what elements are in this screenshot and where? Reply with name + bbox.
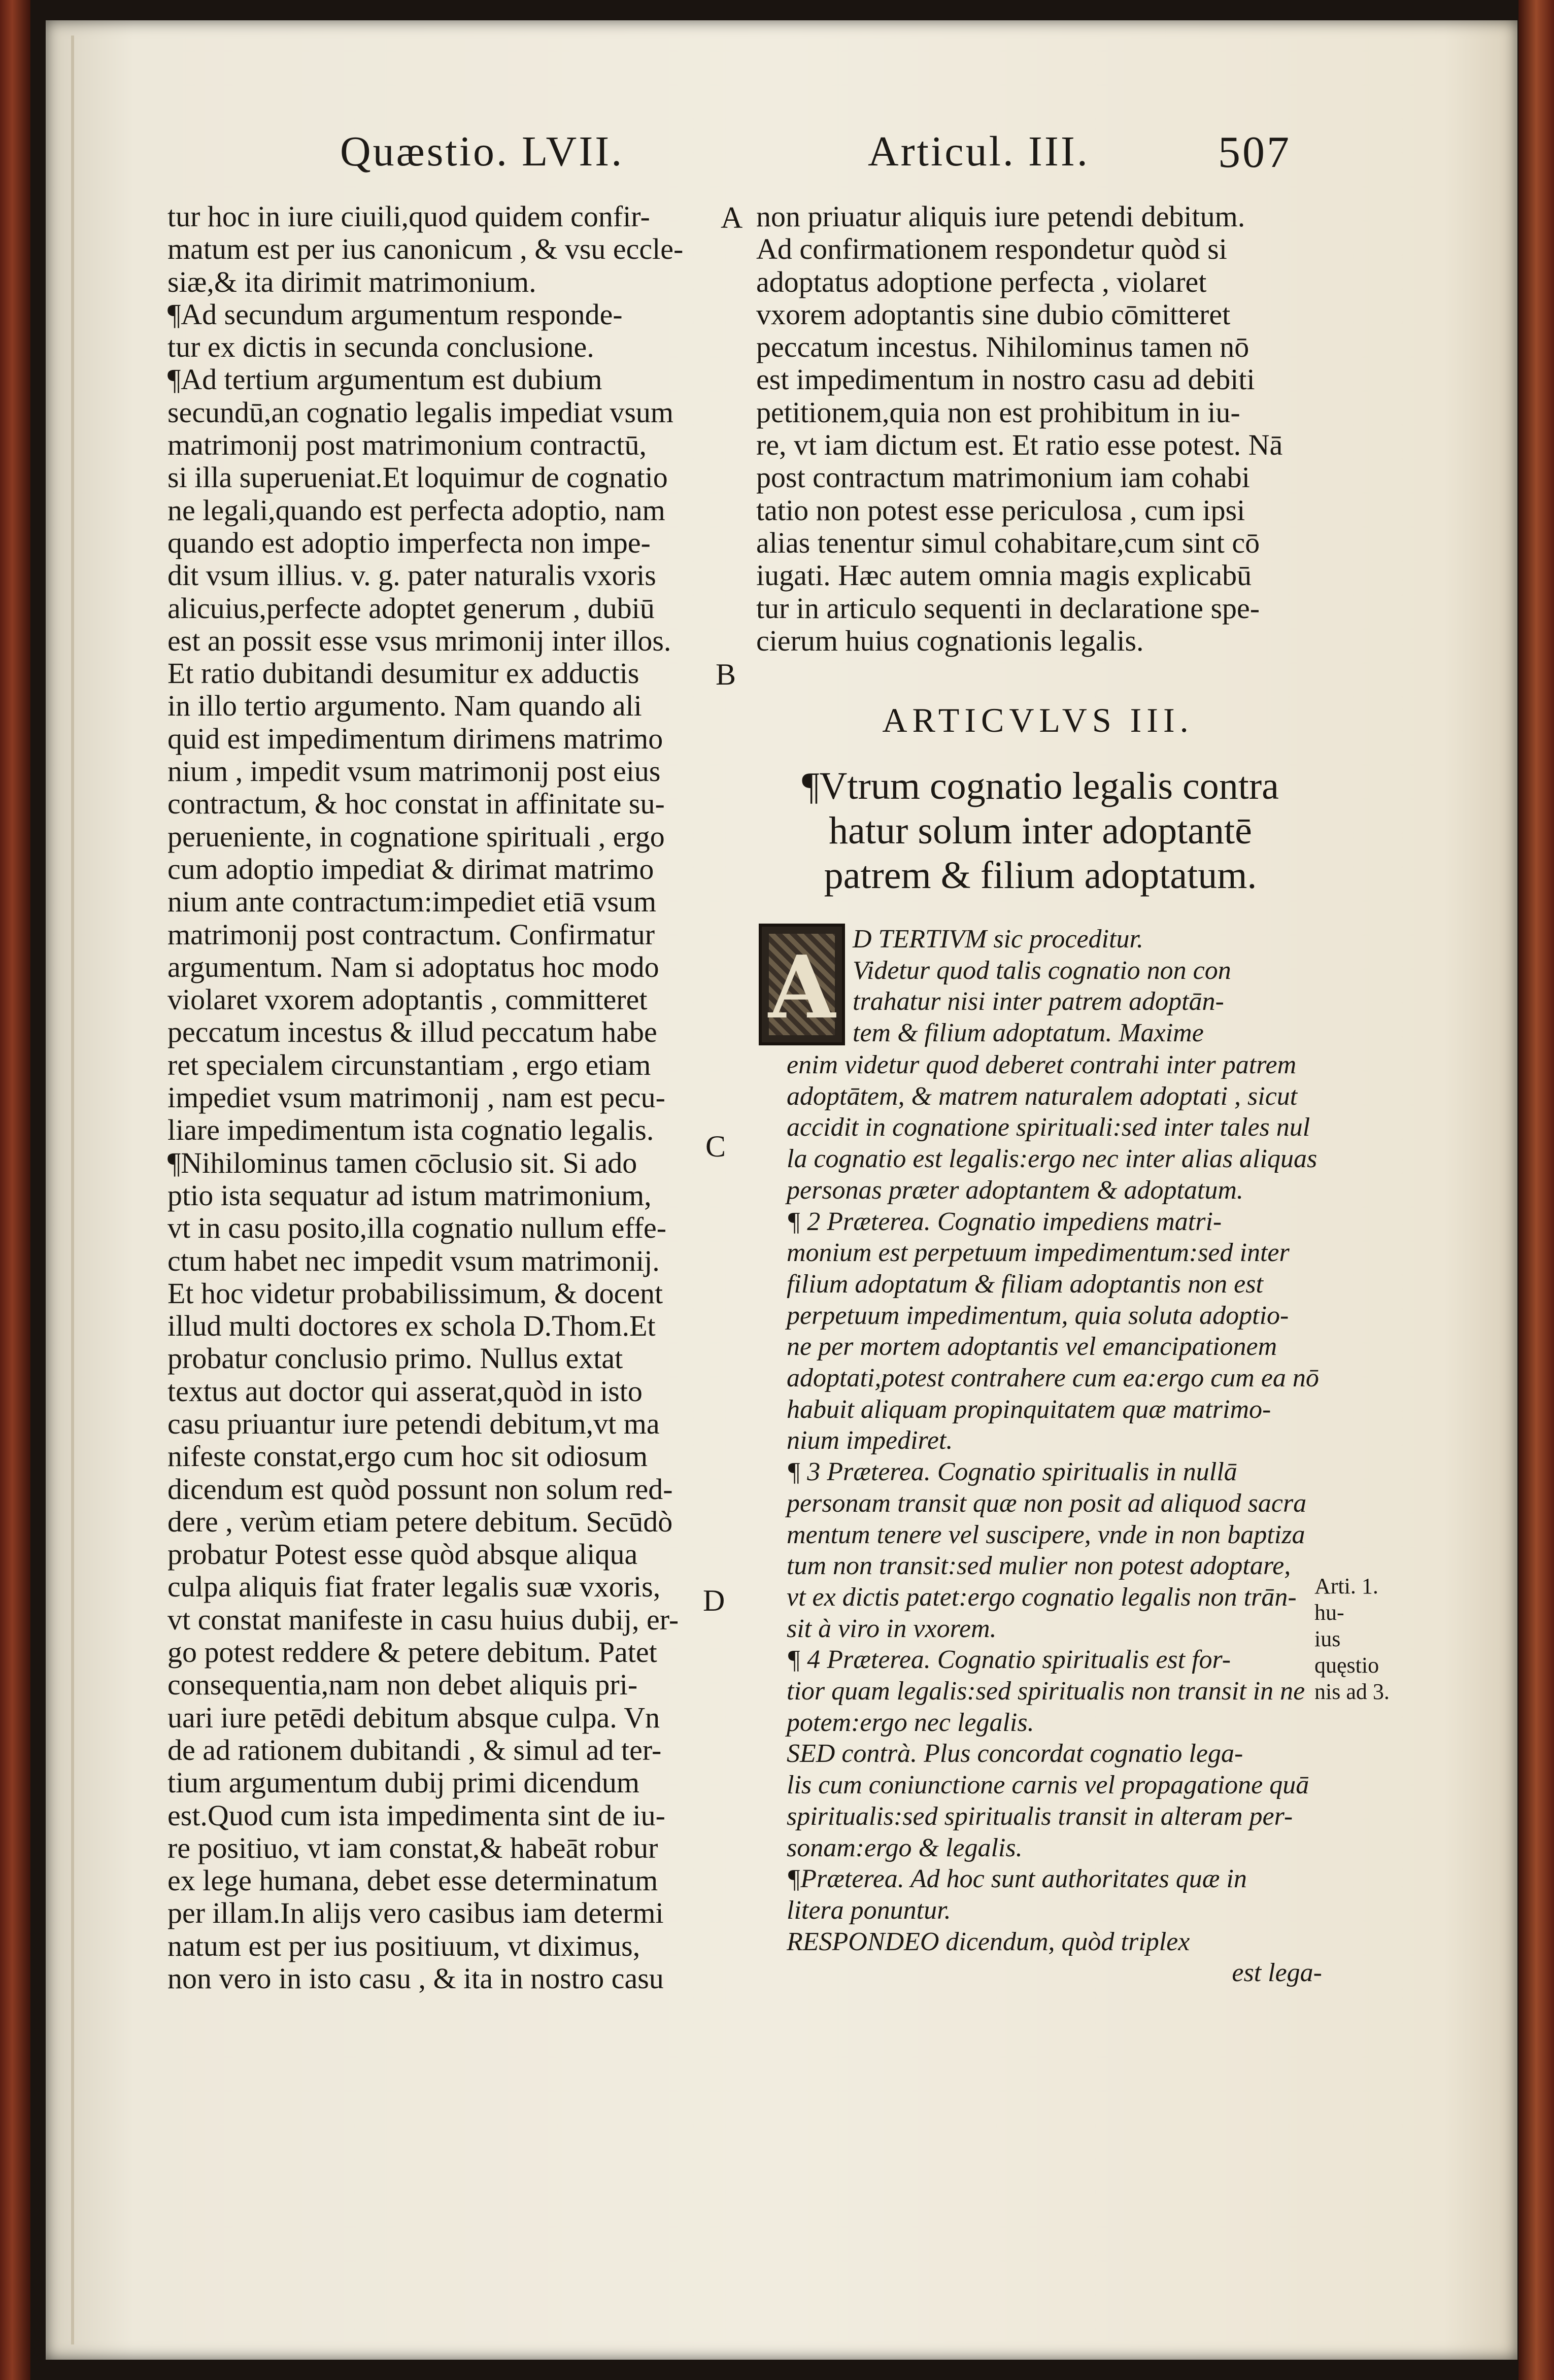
- text-line: accidit in cognatione spirituali:sed inter tales nul: [787, 1113, 1310, 1142]
- text-line: ¶Nihilominus tamen cōclusio sit. Si ado: [167, 1146, 637, 1179]
- text-line: matrimonij post matrimonium contractū,: [167, 428, 647, 462]
- text-line: nifeste constat,ergo cum hoc sit odiosum: [167, 1440, 648, 1473]
- text-line: casu priuantur iure petendi debitum,vt ma: [167, 1407, 660, 1440]
- text-line: D TERTIVM sic proceditur.: [853, 925, 1143, 954]
- text-line: filium adoptatum & filiam adoptantis non est: [787, 1269, 1263, 1299]
- text-line: dere , verùm etiam petere debitum. Secūdò: [167, 1505, 673, 1538]
- text-line: tur hoc in iure ciuili,quod quidem confir-: [167, 200, 650, 233]
- text-line: ¶Præterea. Ad hoc sunt authoritates quæ in: [787, 1864, 1247, 1894]
- text-line: ptio ista sequatur ad istum matrimonium,: [167, 1178, 652, 1212]
- text-line: Et hoc videtur probabilissimum, & docent: [167, 1276, 663, 1310]
- text-line: textus aut doctor qui asserat,quòd in isto: [167, 1374, 643, 1408]
- text-line: la cognatio est legalis:ergo nec inter alias aliquas: [787, 1144, 1317, 1174]
- running-head-question: Quæstio. LVII.: [340, 128, 624, 175]
- text-line: post contractum matrimonium iam cohabi: [756, 461, 1250, 494]
- text-line: contractum, & hoc constat in affinitate su-: [167, 787, 665, 821]
- text-line: tium argumentum dubij primi dicendum: [167, 1766, 640, 1799]
- text-line: consequentia,nam non debet aliquis pri-: [167, 1668, 638, 1702]
- article-question: [761, 764, 1320, 898]
- text-line: argumentum. Nam si adoptatus hoc modo: [167, 950, 659, 983]
- text-line: re positiuo, vt iam constat,& habeāt robur: [167, 1831, 658, 1864]
- text-line: peccatum incestus & illud peccatum habe: [167, 1015, 657, 1049]
- text-line: personas præter adoptantem & adoptatum.: [787, 1175, 1243, 1205]
- text-line: enim videtur quod deberet contrahi inter patrem: [787, 1050, 1297, 1079]
- text-line: ¶ 2 Præterea. Cognatio impediens matri-: [787, 1207, 1222, 1236]
- text-line: mentum tenere vel suscipere, vnde in non baptiza: [787, 1520, 1305, 1549]
- text-line: tior quam legalis:sed spiritualis non transit in ne: [787, 1677, 1305, 1706]
- text-line: Ad confirmationem respondetur quòd si: [756, 232, 1227, 266]
- text-line: tem & filium adoptatum. Maxime: [853, 1018, 1204, 1048]
- text-line: cum adoptio impediat & dirimat matrimo: [167, 852, 654, 886]
- text-line: in illo tertio argumento. Nam quando ali: [167, 689, 642, 723]
- text-line: iugati. Hæc autem omnia magis explicabū: [756, 559, 1252, 592]
- question-line: patrem & filium adoptatum.: [824, 854, 1257, 897]
- text-line: personam transit quæ non posit ad aliquod sacra: [787, 1488, 1307, 1518]
- text-line: nis ad 3.: [1314, 1679, 1390, 1704]
- text-line: est an possit esse vsus mrimonij inter illos.: [167, 624, 671, 657]
- text-line: cierum huius cognationis legalis.: [756, 624, 1144, 657]
- text-line: ne legali,quando est perfecta adoptio, nam: [167, 493, 665, 527]
- text-line: siæ,& ita dirimit matrimonium.: [167, 265, 536, 298]
- objections-opening: [853, 924, 1322, 1049]
- text-line: ius quęstio: [1314, 1626, 1379, 1678]
- text-line: dicendum est quòd possunt non solum red-: [167, 1472, 673, 1506]
- text-line: tatio non potest esse periculosa , cum ipsi: [756, 493, 1245, 527]
- text-line: adoptātem, & matrem naturalem adoptati , sicut: [787, 1081, 1298, 1111]
- text-line: habuit aliquam propinquitatem quæ matrimo-: [787, 1395, 1271, 1424]
- text-line: ctum habet nec impedit vsum matrimonij.: [167, 1244, 660, 1277]
- book-cover-left: [0, 0, 30, 2380]
- initial-letter: A: [768, 937, 835, 1038]
- text-line: matrimonij post contractum. Confirmatur: [167, 917, 655, 951]
- decorated-initial: [759, 924, 845, 1045]
- text-line: illud multi doctores ex schola D.Thom.Et: [167, 1309, 656, 1343]
- text-line: non priuatur aliquis iure petendi debitum.: [756, 200, 1245, 233]
- text-line: monium est perpetuum impedimentum:sed inter: [787, 1238, 1290, 1268]
- text-line: violaret vxorem adoptantis , committeret: [167, 983, 648, 1016]
- text-line: est.Quod cum ista impedimenta sint de iu-: [167, 1798, 665, 1832]
- text-line: quid est impedimentum dirimens matrimo: [167, 722, 663, 755]
- text-line: go potest reddere & petere debitum. Patet: [167, 1636, 657, 1669]
- text-line: natum est per ius positiuum, vt diximus,: [167, 1929, 640, 1962]
- text-line: petitionem,quia non est prohibitum in iu-: [756, 395, 1240, 429]
- text-line: perueniente, in cognatione spirituali , ergo: [167, 820, 665, 853]
- text-line: matum est per ius canonicum , & vsu eccle-: [167, 232, 684, 266]
- left-column-text: [167, 200, 741, 1995]
- text-line: peccatum incestus. Nihilominus tamen nō: [756, 330, 1249, 364]
- text-line: Et ratio dubitandi desumitur ex adductis: [167, 657, 639, 690]
- question-line: hatur solum inter adoptantē: [829, 809, 1252, 852]
- text-line: per illam.In alijs vero casibus iam determi: [167, 1896, 664, 1930]
- text-line: vt ex dictis patet:ergo cognatio legalis non trān-: [787, 1582, 1297, 1612]
- text-line: est impedimentum in nostro casu ad debiti: [756, 363, 1255, 396]
- text-line: vxorem adoptantis sine dubio cōmitteret: [756, 297, 1231, 331]
- objections-text: [787, 1049, 1322, 1989]
- text-line: liare impedimentum ista cognatio legalis.: [167, 1113, 654, 1147]
- text-line: non vero in isto casu , & ita in nostro casu: [167, 1962, 664, 1995]
- text-line: sit à viro in vxorem.: [787, 1614, 997, 1643]
- question-line: ¶Vtrum cognatio legalis contra: [802, 765, 1279, 807]
- text-line: adoptatus adoptione perfecta , violaret: [756, 265, 1207, 298]
- text-line: probatur conclusio primo. Nullus extat: [167, 1342, 623, 1375]
- text-line: uari iure petēdi debitum absque culpa. Vn: [167, 1701, 660, 1734]
- text-line: dit vsum illius. v. g. pater naturalis vxoris: [167, 559, 656, 592]
- text-line: ¶ 3 Præterea. Cognatio spiritualis in nullā: [787, 1457, 1237, 1487]
- text-line: ne per mortem adoptantis vel emancipationem: [787, 1332, 1277, 1362]
- text-line: spiritualis:sed spiritualis transit in alteram per-: [787, 1801, 1293, 1831]
- running-head-article: Articul. III.: [868, 128, 1090, 175]
- margin-letter-c: C: [705, 1130, 726, 1163]
- text-line: culpa aliquis fiat frater legalis suæ vxoris,: [167, 1570, 661, 1604]
- text-line: adoptati,potest contrahere cum ea:ergo cum ea nō: [787, 1364, 1319, 1393]
- text-line: ¶Ad tertium argumentum est dubium: [167, 363, 602, 396]
- text-line: Videtur quod talis cognatio non con: [853, 956, 1231, 985]
- page-number: 507: [1218, 128, 1291, 177]
- margin-letter-b: B: [716, 658, 736, 691]
- text-line: sonam:ergo & legalis.: [787, 1833, 1023, 1862]
- margin-letter-d: D: [703, 1584, 725, 1617]
- article-heading: ARTICVLVS III.: [882, 701, 1194, 739]
- book-page: [46, 20, 1517, 2360]
- text-line: vt in casu posito,illa cognatio nullum effe-: [167, 1211, 667, 1245]
- margin-note: [1314, 1573, 1406, 1705]
- text-line: litera ponuntur.: [787, 1895, 951, 1925]
- text-line: quando est adoptio imperfecta non impe-: [167, 526, 651, 559]
- text-line: probatur Potest esse quòd absque aliqua: [167, 1538, 638, 1571]
- text-line: alias tenentur simul cohabitare,cum sint cō: [756, 526, 1260, 559]
- text-line: si illa superueniat.Et loquimur de cognatio: [167, 461, 668, 494]
- text-line: de ad rationem dubitandi , & simul ad ter-: [167, 1733, 662, 1766]
- right-column-text: [756, 200, 1314, 657]
- text-line: tur in articulo sequenti in declaratione spe-: [756, 591, 1260, 625]
- text-line: ex lege humana, debet esse determinatum: [167, 1864, 658, 1897]
- text-line: trahatur nisi inter patrem adoptān-: [853, 987, 1224, 1016]
- book-cover-right: [1518, 0, 1554, 2380]
- text-line: perpetuum impedimentum, quia soluta adoptio-: [787, 1301, 1289, 1330]
- text-line: nium impediret.: [787, 1426, 953, 1455]
- text-line: alicuius,perfecte adoptet generum , dubiū: [167, 591, 655, 625]
- text-line: vt constat manifeste in casu huius dubij, er-: [167, 1603, 679, 1636]
- text-line: potem:ergo nec legalis.: [787, 1708, 1034, 1737]
- text-line: Arti. 1. hu-: [1314, 1574, 1378, 1625]
- text-line: tum non transit:sed mulier non potest adoptare,: [787, 1551, 1291, 1581]
- text-line: ret specialem circunstantiam , ergo etiam: [167, 1048, 651, 1081]
- text-line: ¶Ad secundum argumentum responde-: [167, 297, 623, 331]
- text-line: impediet vsum matrimonij , nam est pecu-: [167, 1081, 665, 1114]
- text-line: nium ante contractum:impediet etiā vsum: [167, 885, 657, 919]
- text-line: re, vt iam dictum est. Et ratio esse potest. Nā: [756, 428, 1283, 462]
- margin-letter-a: A: [721, 201, 743, 234]
- text-line: SED contrà. Plus concordat cognatio lega-: [787, 1739, 1243, 1769]
- text-line: RESPONDEO dicendum, quòd triplex: [787, 1927, 1190, 1956]
- text-line: lis cum coniunctione carnis vel propagatione quā: [787, 1771, 1309, 1800]
- text-line: est lega-: [1232, 1958, 1322, 1988]
- text-line: nium , impedit vsum matrimonij post eius: [167, 755, 661, 788]
- text-line: ¶ 4 Præterea. Cognatio spiritualis est for-: [787, 1645, 1231, 1675]
- page-gutter: [71, 36, 74, 2344]
- text-line: secundū,an cognatio legalis impediat vsum: [167, 395, 674, 429]
- text-line: tur ex dictis in secunda conclusione.: [167, 330, 594, 364]
